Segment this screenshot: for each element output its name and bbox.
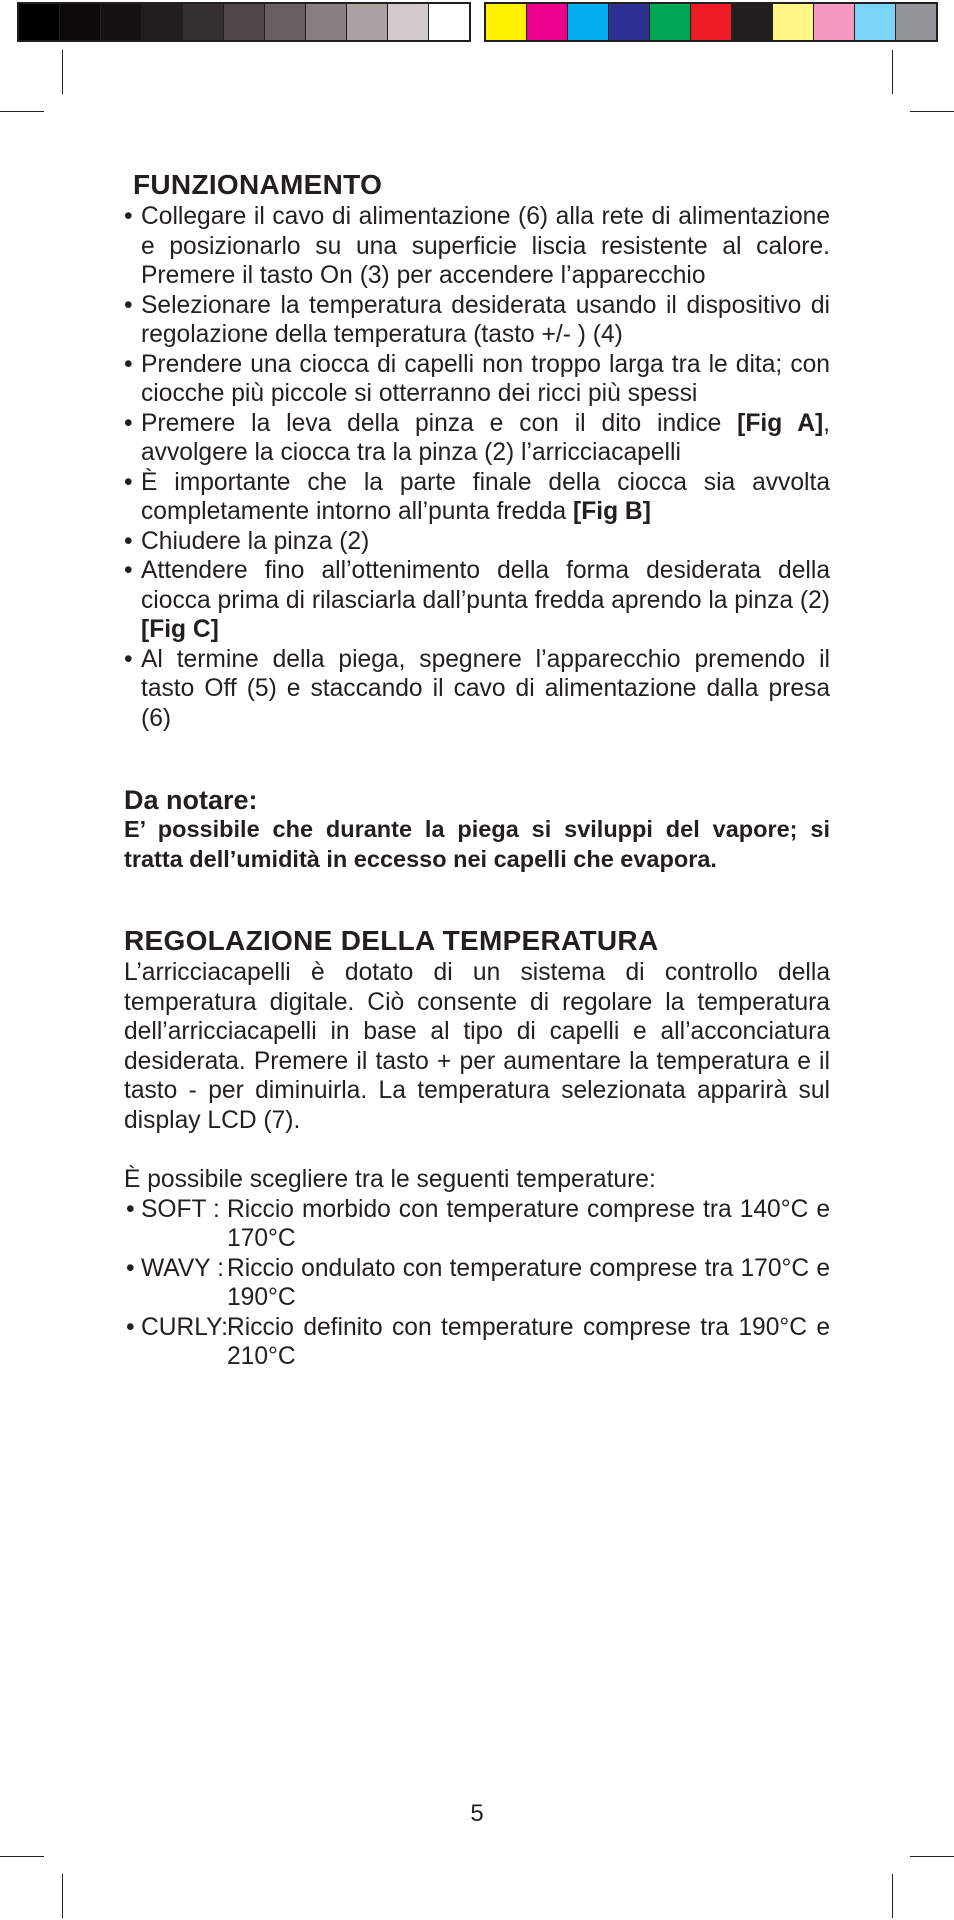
crop-mark-top-right-horizontal [910,111,954,112]
section-title-funzionamento: FUNZIONAMENTO [133,169,383,200]
temperature-options-list [124,1195,830,1372]
instruction-item: • Prendere una ciocca di capelli non troppo larga tra le dita; con ciocche più piccole si otterranno dei ricci più spessi [124,350,830,409]
figure-reference: [Fig C] [141,616,219,643]
instruction-item: • Collegare il cavo di alimentazione (6) alla rete di alimentazione e posizionarlo su una superficie liscia resistente al calore. Premere il tasto On (3) per accendere l’apparecchio [124,202,830,291]
regolazione-paragraph: L’arricciacapelli è dotato di un sistema di controllo della temperatura digitale. Ciò consente di regolare la temperatura dell’arricciacapelli in base al tipo di capelli e all’acconciatura desiderata. Premere il tasto + per aumentare la temperatura e il tasto - per diminuirla. La temperatura selezionata apparirà sul display LCD (7). [124,959,830,1134]
instruction-item: • Al termine della piega, spegnere l’apparecchio premendo il tasto Off (5) e staccando il cavo di alimentazione dalla presa (6) [124,645,830,734]
color-swatch [732,4,773,40]
page-number: 5 [470,1800,484,1827]
gray-swatch [388,4,429,40]
gray-swatch [183,4,224,40]
gray-swatch [347,4,388,40]
gray-swatch [60,4,101,40]
color-swatch [527,4,568,40]
gray-swatch [142,4,183,40]
crop-mark-bottom-left-vertical [62,1874,63,1918]
color-swatch [609,4,650,40]
temperature-option: • CURLY: Riccio definito con temperature comprese tra 190°C e 210°C [126,1313,830,1370]
gray-swatch [265,4,306,40]
crop-mark-bottom-right-vertical [892,1874,893,1918]
gray-swatch [306,4,347,40]
instruction-item: • È importante che la parte finale della ciocca sia avvolta completamente intorno all’punta fredda [Fig B] [124,468,830,527]
color-swatch [855,4,896,40]
color-swatch [691,4,732,40]
grayscale-calibration-bar [17,2,471,42]
color-swatch [896,4,936,40]
gray-swatch [429,4,469,40]
instruction-item: • Attendere fino all’ottenimento della forma desiderata della ciocca prima di rilasciarla dall’punta fredda aprendo la pinza (2) [Fig C] [124,556,830,645]
temperature-option-name: SOFT : [141,1195,220,1223]
crop-mark-top-right-vertical [892,50,893,94]
instruction-item: • Premere la leva della pinza e con il dito indice [Fig A], avvolgere la ciocca tra la pinza (2) l’arricciacapelli [124,409,830,468]
temperature-option: • SOFT : Riccio morbido con temperature comprese tra 140°C e 170°C [126,1195,830,1252]
temperature-option-description: Riccio definito con temperature comprese tra 190°C e 210°C [227,1313,830,1370]
temperature-option-description: Riccio morbido con temperature comprese tra 140°C e 170°C [227,1195,830,1252]
color-swatch [568,4,609,40]
temperature-option-name: CURLY: [141,1313,229,1341]
color-calibration-bar [484,2,938,42]
page-content [124,168,830,1372]
figure-reference: [Fig A] [737,409,824,437]
color-swatch [773,4,814,40]
note-title: Da notare: [124,785,258,815]
crop-mark-bottom-left-horizontal [0,1856,44,1857]
crop-mark-top-left-vertical [62,50,63,94]
crop-mark-top-left-horizontal [0,111,44,112]
figure-reference: [Fig B] [573,498,651,525]
temperature-option-name: WAVY : [141,1254,224,1282]
note-text: E’ possibile che durante la piega si sviluppi del vapore; si tratta dell’umidità in eccesso nei capelli che evapora. [124,816,830,872]
instruction-item: • Chiudere la pinza (2) [124,527,830,557]
gray-swatch [101,4,142,40]
funzionamento-list [124,202,830,733]
gray-swatch [224,4,265,40]
color-swatch [814,4,855,40]
instruction-item: • Selezionare la temperatura desiderata usando il dispositivo di regolazione della temperatura (tasto +/- ) (4) [124,291,830,350]
color-swatch [650,4,691,40]
gray-swatch [19,4,60,40]
temperature-intro: È possibile scegliere tra le seguenti temperature: [124,1166,656,1193]
temperature-option: • WAVY : Riccio ondulato con temperature comprese tra 170°C e 190°C [126,1254,830,1311]
crop-mark-bottom-right-horizontal [910,1856,954,1857]
color-swatch [486,4,527,40]
temperature-option-description: Riccio ondulato con temperature comprese tra 170°C e 190°C [227,1254,830,1311]
section-title-regolazione: REGOLAZIONE DELLA TEMPERATURA [124,925,659,956]
